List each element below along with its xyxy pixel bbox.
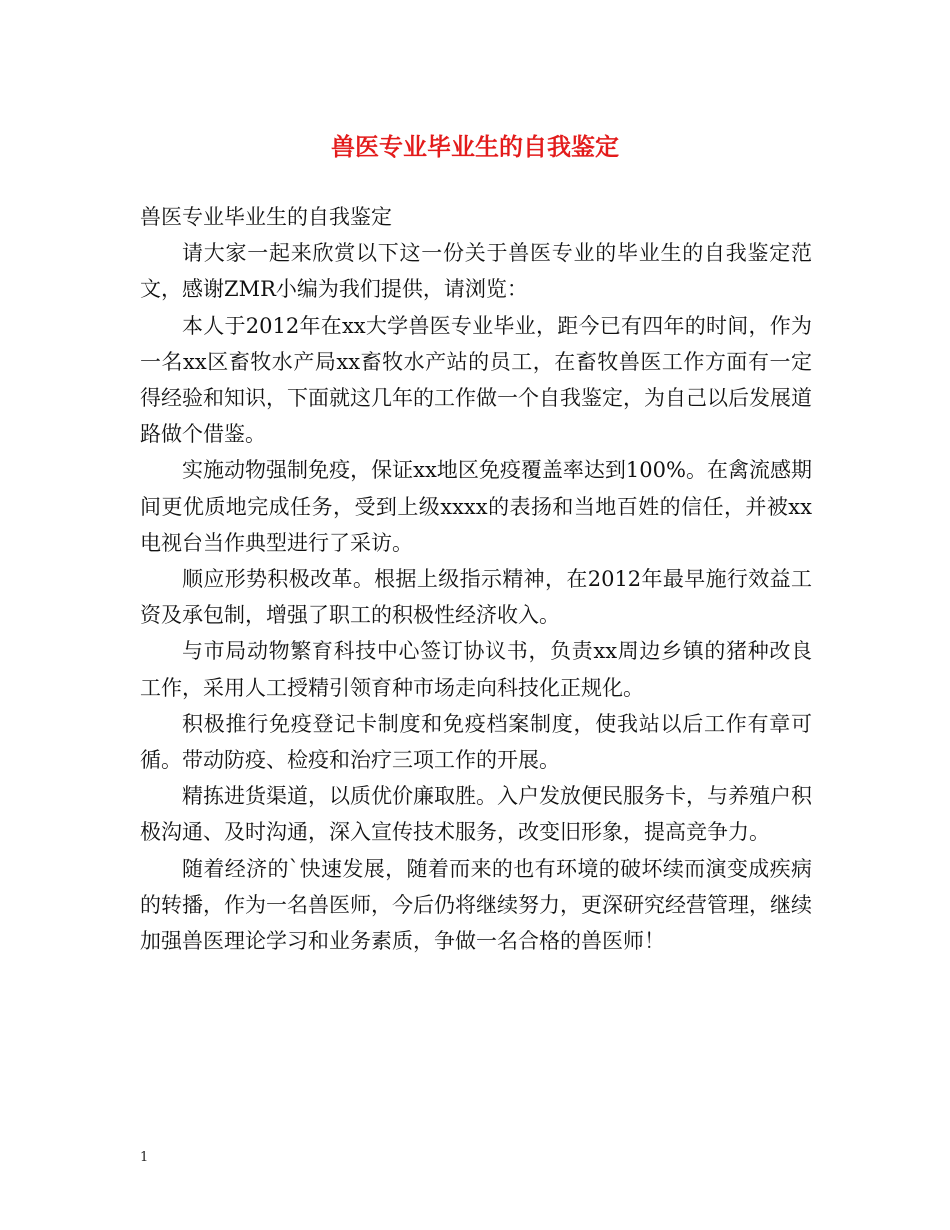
document-title: 兽医专业毕业生的自我鉴定 [331, 132, 619, 161]
document-body [140, 199, 812, 959]
paragraph-conclusion: 随着经济的`快速发展，随着而来的也有环境的破坏续而演变成疾病的转播，作为一名兽医师，今后仍将继续努力，更深研究经营管理，继续加强兽医理论学习和业务素质，争做一名合格的兽医师！ [140, 856, 812, 954]
document-subtitle: 兽医专业毕业生的自我鉴定 [140, 205, 392, 229]
paragraph-supply: 精拣进货渠道，以质优价廉取胜。入户发放便民服务卡，与养殖户积极沟通、及时沟通，深入宣传技术服务，改变旧形象，提高竞争力。 [140, 784, 812, 845]
paragraph-background: 本人于2012年在xx大学兽医专业毕业，距今已有四年的时间，作为一名xx区畜牧水产局xx畜牧水产站的员工，在畜牧兽医工作方面有一定得经验和知识，下面就这几年的工作做一个自我鉴定，为自己以后发展道路做个借鉴。 [140, 313, 812, 447]
paragraph-intro: 请大家一起来欣赏以下这一份关于兽医专业的毕业生的自我鉴定范文，感谢ZMR小编为我们提供，请浏览： [140, 241, 812, 302]
paragraph-breeding: 与市局动物繁育科技中心签订协议书，负责xx周边乡镇的猪种改良工作，采用人工授精引领育种市场走向科技化正规化。 [140, 639, 812, 700]
paragraph-reform: 顺应形势积极改革。根据上级指示精神，在2012年最早施行效益工资及承包制，增强了职工的积极性经济收入。 [140, 567, 812, 628]
paragraph-immunization: 实施动物强制免疫，保证xx地区免疫覆盖率达到100%。在禽流感期间更优质地完成任务，受到上级xxxx的表扬和当地百姓的信任，并被xx电视台当作典型进行了采访。 [140, 458, 812, 555]
paragraph-records: 积极推行免疫登记卡制度和免疫档案制度，使我站以后工作有章可循。带动防疫、检疫和治疗三项工作的开展。 [140, 711, 812, 773]
page-number: 1 [140, 1150, 149, 1165]
